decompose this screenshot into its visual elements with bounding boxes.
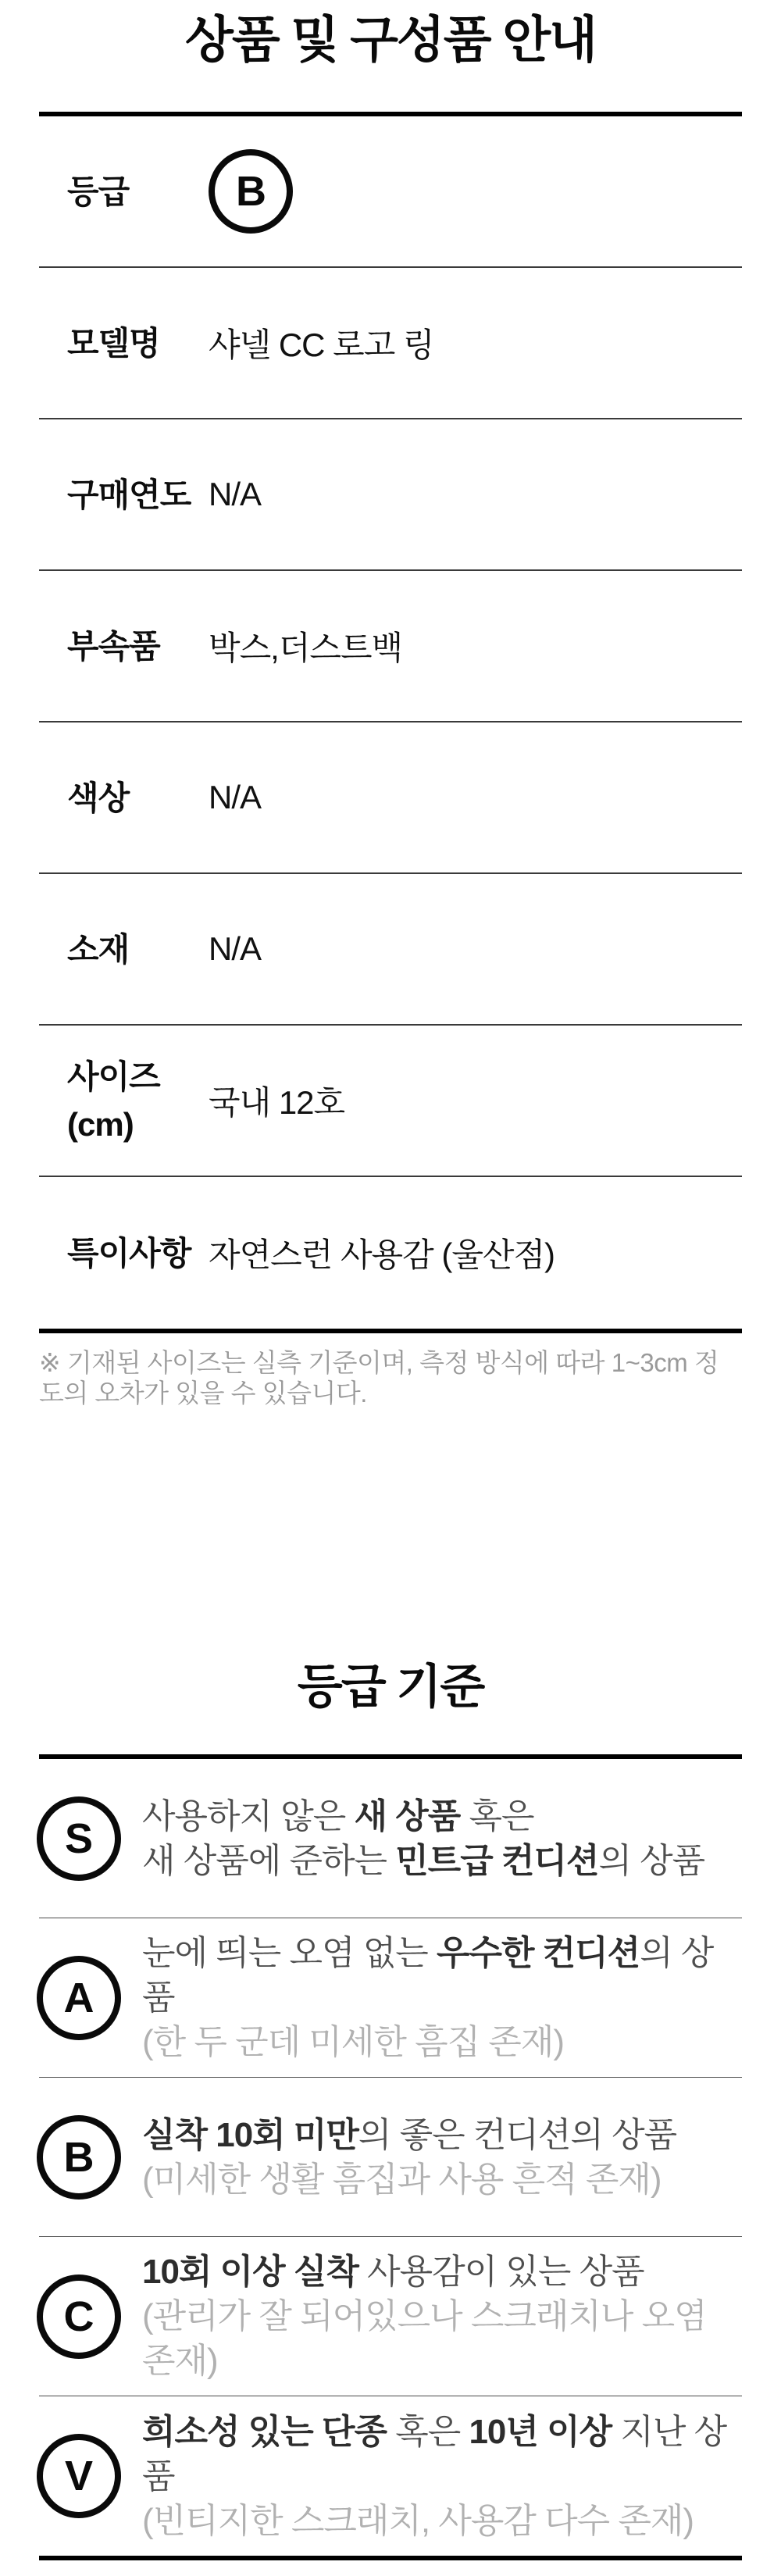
spec-label-size-line1: 사이즈 (67, 1058, 160, 1095)
grade-c-description (142, 2250, 742, 2383)
grade-criteria-title: 등급 기준 (297, 1661, 484, 1713)
grade-a-line1: 눈에 띄는 오염 없는 우수한 컨디션의 상품 (142, 1934, 714, 2017)
grade-v-description (142, 2410, 742, 2543)
grade-s-line2: 새 상품에 준하는 민트급 컨디션의 상품 (142, 1841, 705, 1880)
spec-label-material: 소재 (67, 930, 130, 968)
grade-a-badge: A (37, 1956, 121, 2040)
spec-value-model: 샤넬 CC 로고 링 (209, 326, 434, 363)
grade-s-line1: 사용하지 않은 새 상품 혹은 (142, 1796, 534, 1836)
grade-row-a (39, 1918, 742, 2078)
grade-c-line1: 10회 이상 실착 사용감이 있는 상품 (142, 2253, 644, 2291)
grade-row-v (39, 2396, 742, 2556)
spec-row-notes (39, 1177, 742, 1329)
grade-a-description (142, 1931, 742, 2064)
product-spec-table (39, 112, 742, 1333)
spec-label-size-line2: (cm) (67, 1106, 134, 1143)
size-disclaimer-footnote: ※ 기재된 사이즈는 실측 기준이며, 측정 방식에 따라 1~3cm 정도의 오차가 있을 수 있습니다. (39, 1348, 719, 1408)
grade-c-badge: C (37, 2275, 121, 2359)
spec-value-accessories: 박스,더스트백 (209, 630, 403, 666)
grade-b-line2: (미세한 생활 흠집과 사용 흔적 존재) (142, 2160, 662, 2199)
spec-label-grade: 등급 (67, 173, 130, 210)
grade-a-line2: (한 두 군데 미세한 흠집 존재) (142, 2023, 564, 2061)
spec-label-notes: 특이사항 (67, 1234, 191, 1272)
spec-label-model: 모델명 (67, 324, 160, 362)
grade-b-line1: 실착 10회 미만의 좋은 컨디션의 상품 (142, 2115, 677, 2154)
spec-label-accessories: 부속품 (67, 627, 160, 665)
spec-value-purchase-year: N/A (209, 476, 262, 512)
spec-label-color: 색상 (67, 779, 130, 816)
spec-value-material: N/A (209, 930, 262, 967)
grade-row-c (39, 2237, 742, 2396)
grade-row-s (39, 1759, 742, 1918)
spec-row-accessories (39, 571, 742, 722)
spec-label-size (67, 1053, 209, 1148)
grade-s-badge: S (37, 1796, 121, 1881)
grade-row-b (39, 2078, 742, 2237)
grade-b-badge: B (209, 149, 293, 234)
grade-v-line1: 희소성 있는 단종 혹은 10년 이상 지난 상품 (142, 2412, 727, 2496)
grade-s-description (142, 1794, 704, 1883)
spec-row-grade (39, 116, 742, 268)
spec-row-purchase-year (39, 419, 742, 571)
grade-c-line2: (관리가 잘 되어있으나 스크래치나 오염 존재) (142, 2297, 707, 2380)
grade-criteria-list (39, 1754, 742, 2560)
spec-value-color: N/A (209, 779, 262, 815)
grade-b-description (142, 2113, 676, 2202)
spec-value-notes: 자연스런 사용감 (울산점) (209, 1236, 555, 1273)
spec-label-purchase-year: 구매연도 (67, 476, 191, 513)
spec-value-grade (209, 149, 293, 234)
spec-row-material (39, 874, 742, 1026)
product-info-title: 상품 및 구성품 안내 (185, 12, 596, 68)
spec-value-size: 국내 12호 (209, 1084, 345, 1121)
spec-row-color (39, 722, 742, 874)
spec-row-size (39, 1026, 742, 1177)
grade-v-badge: V (37, 2434, 121, 2518)
grade-b-criteria-badge: B (37, 2115, 121, 2200)
spec-row-model (39, 268, 742, 419)
grade-v-line2: (빈티지한 스크래치, 사용감 다수 존재) (142, 2501, 694, 2540)
